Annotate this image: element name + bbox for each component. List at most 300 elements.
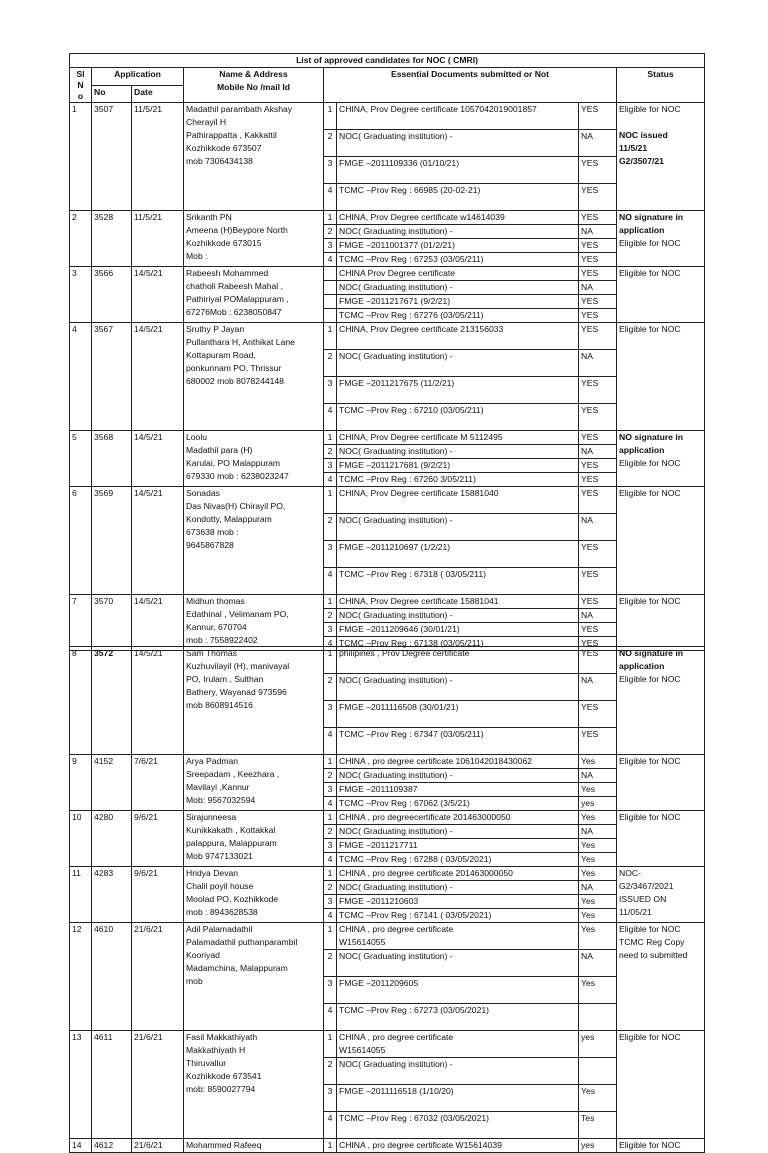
- document-description: FMGE –2011217711: [337, 839, 579, 853]
- document-description: TCMC –Prov Reg : 67210 (03/05/211): [337, 404, 579, 431]
- status: [617, 595, 705, 651]
- status: [617, 1031, 705, 1139]
- name-address-line: Sreepadam , Keezhara ,: [186, 769, 280, 779]
- name-address: [184, 267, 324, 323]
- name-address-line: Moolad PO, Kozhikkode: [186, 894, 279, 904]
- serial-number: 7: [70, 595, 92, 651]
- document-submitted: NA: [579, 674, 617, 701]
- application-date: 21/6/21: [132, 923, 184, 1031]
- status: [617, 267, 705, 323]
- name-address-line: Madathil para (H): [186, 445, 253, 455]
- status-line: NOC issued: [619, 130, 668, 140]
- document-number: 2: [324, 609, 337, 623]
- name-address-line: PO, Irulam , Sulthan: [186, 674, 264, 684]
- header-application-no: No: [92, 85, 132, 103]
- application-number: 4283: [92, 867, 132, 923]
- status-line: Eligible for NOC: [619, 238, 681, 248]
- name-address: [184, 755, 324, 811]
- document-submitted: YES: [579, 309, 617, 323]
- document-submitted: NA: [579, 445, 617, 459]
- document-number: 2: [324, 130, 337, 157]
- name-address-line: 679330 mob : 6238023247: [186, 471, 289, 481]
- name-address-line: Pullanthara H, Anthikat Lane: [186, 337, 295, 347]
- document-description: FMGE –2011217671 (9/2/21): [337, 295, 579, 309]
- document-description: FMGE –2011109387: [337, 783, 579, 797]
- document-number: 3: [324, 1085, 337, 1112]
- table-row: [70, 595, 705, 609]
- document-description: TCMC –Prov Reg : 67276 (03/05/211): [337, 309, 579, 323]
- document-submitted: yes: [579, 797, 617, 811]
- document-submitted: YES: [579, 473, 617, 487]
- status-line: NO signature in: [619, 432, 683, 442]
- status-line: 11/05/21: [619, 907, 652, 917]
- name-address-line: Kuzhuvilayil (H), manivayal: [186, 661, 290, 671]
- status-line: Eligible for NOC: [619, 488, 681, 498]
- name-address-line: Edathinal , Velimanam PO,: [186, 609, 289, 619]
- application-date: 11/5/21: [132, 103, 184, 211]
- table-row: [70, 487, 705, 514]
- document-submitted: NA: [579, 225, 617, 239]
- application-number: 3566: [92, 267, 132, 323]
- document-number: 1: [324, 595, 337, 609]
- document-submitted: NA: [579, 130, 617, 157]
- status-line: Eligible for NOC: [619, 1140, 681, 1150]
- serial-number: 14: [70, 1139, 92, 1153]
- serial-number: 5: [70, 431, 92, 487]
- document-number: 4: [324, 253, 337, 267]
- document-description: FMGE –2011116508 (30/01/21): [337, 701, 579, 728]
- document-description: NOC( Graduating institution) -: [337, 130, 579, 157]
- serial-number: 9: [70, 755, 92, 811]
- name-address-line: Thiruvallur: [186, 1058, 227, 1068]
- document-submitted: Yes: [579, 1085, 617, 1112]
- name-address-line: Mob 9747133021: [186, 851, 253, 861]
- document-description: FMGE –2011217675 (11/2/21): [337, 377, 579, 404]
- document-submitted: YES: [579, 459, 617, 473]
- application-date: 21/6/21: [132, 1031, 184, 1139]
- status-line: application: [619, 225, 665, 235]
- name-address: [184, 647, 324, 755]
- name-address-line: chatholi Rabeesh Mahal ,: [186, 281, 283, 291]
- document-number: 4: [324, 853, 337, 867]
- name-address-line: Kondotty, Malappuram: [186, 514, 272, 524]
- document-description-line: W15614055: [339, 1045, 386, 1055]
- name-address: [184, 811, 324, 867]
- status-line: Eligible for NOC: [619, 756, 681, 766]
- document-description: TCMC –Prov Reg : 67288 ( 03/05/2021): [337, 853, 579, 867]
- status: [617, 103, 705, 211]
- status-line: NO signature in: [619, 648, 683, 658]
- document-description: FMGE –2011001377 (01/2/21): [337, 239, 579, 253]
- document-description: NOC( Graduating institution) -: [337, 281, 579, 295]
- document-description: FMGE –2011209646 (30/01/21): [337, 623, 579, 637]
- status-line: 11/5/21: [619, 143, 648, 153]
- document-submitted: Yes: [579, 755, 617, 769]
- name-address-line: Srikanth PN: [186, 212, 232, 222]
- status: [617, 811, 705, 867]
- application-number: 4152: [92, 755, 132, 811]
- document-number: 2: [324, 1058, 337, 1085]
- name-address-line: 67276Mob : 6238050847: [186, 307, 282, 317]
- name-address: [184, 923, 324, 1031]
- name-address: [184, 431, 324, 487]
- document-description: NOC( Graduating institution) -: [337, 769, 579, 783]
- document-number: [324, 295, 337, 309]
- document-number: 1: [324, 647, 337, 674]
- document-submitted: YES: [579, 701, 617, 728]
- document-title: List of approved candidates for NOC ( CMRI): [70, 54, 705, 68]
- status-line: Eligible for NOC: [619, 812, 681, 822]
- document-number: 2: [324, 350, 337, 377]
- status-line: G2/3507/21: [619, 156, 664, 166]
- application-date: 14/5/21: [132, 647, 184, 755]
- document-submitted: YES: [579, 239, 617, 253]
- name-address-line: 9645867828: [186, 540, 234, 550]
- document-submitted: NA: [579, 950, 617, 977]
- application-number: 3569: [92, 487, 132, 595]
- document-number: 3: [324, 377, 337, 404]
- document-description: TCMC –Prov Reg : 67260 3/05/211): [337, 473, 579, 487]
- application-number: 4610: [92, 923, 132, 1031]
- application-number: 3528: [92, 211, 132, 267]
- application-date: 14/5/21: [132, 267, 184, 323]
- document-submitted: yes: [579, 1031, 617, 1058]
- serial-number: 1: [70, 103, 92, 211]
- document-number: 3: [324, 541, 337, 568]
- document-submitted: NA: [579, 825, 617, 839]
- document-number: 1: [324, 811, 337, 825]
- document-number: 2: [324, 950, 337, 977]
- status-line: Eligible for NOC: [619, 924, 681, 934]
- name-address-line: mob: 8590027794: [186, 1084, 256, 1094]
- application-date: 7/6/21: [132, 755, 184, 811]
- document-number: 3: [324, 701, 337, 728]
- document-number: 4: [324, 728, 337, 755]
- application-number: 3570: [92, 595, 132, 651]
- application-number: 3507: [92, 103, 132, 211]
- document-number: [324, 267, 337, 281]
- status-line: application: [619, 661, 665, 671]
- name-address-line: Sam Thomas: [186, 648, 237, 658]
- document-number: 4: [324, 1112, 337, 1139]
- status: [617, 755, 705, 811]
- document-description: CHINA , pro degreecertificate 201463000050: [337, 811, 579, 825]
- name-address-line: mob : 8943628538: [186, 907, 258, 917]
- serial-number: 6: [70, 487, 92, 595]
- status-line: Eligible for NOC: [619, 104, 681, 114]
- application-date: 14/5/21: [132, 595, 184, 651]
- name-address-line: ponkunnam PO, Thrissur: [186, 363, 282, 373]
- document-number: 1: [324, 487, 337, 514]
- document-number: 2: [324, 674, 337, 701]
- document-description: CHINA , pro degree certificate 1061042018430062: [337, 755, 579, 769]
- candidates-table-part-2: [69, 646, 705, 1153]
- document-number: 1: [324, 1031, 337, 1058]
- name-address-line: Sonadas: [186, 488, 220, 498]
- document-number: [324, 309, 337, 323]
- document-number: 4: [324, 473, 337, 487]
- document-number: 3: [324, 157, 337, 184]
- table-row: [70, 431, 705, 445]
- status-line: TCMC Reg Copy: [619, 937, 685, 947]
- document-number: 1: [324, 323, 337, 350]
- table-row: [70, 755, 705, 769]
- name-address-line: Mohammed Rafeeq: [186, 1140, 262, 1150]
- name-address-line: Sirajunneesa: [186, 812, 237, 822]
- document-description: [337, 923, 579, 950]
- document-submitted: Yes: [579, 839, 617, 853]
- application-date: 21/6/21: [132, 1139, 184, 1153]
- document-number: 2: [324, 769, 337, 783]
- document-description: TCMC –Prov Reg : 67347 (03/05/211): [337, 728, 579, 755]
- document-submitted: YES: [579, 487, 617, 514]
- document-submitted: NA: [579, 281, 617, 295]
- document-number: 4: [324, 637, 337, 651]
- application-number: 4611: [92, 1031, 132, 1139]
- name-address-line: Sruthy P Jayan: [186, 324, 245, 334]
- header-status: Status: [617, 68, 705, 103]
- document-number: 2: [324, 225, 337, 239]
- document-description-line: CHINA , pro degree certificate: [339, 1032, 454, 1042]
- document-number: 4: [324, 568, 337, 595]
- document-description: NOC( Graduating institution) -: [337, 225, 579, 239]
- document-number: 2: [324, 825, 337, 839]
- table-row: [70, 647, 705, 674]
- table-row: [70, 867, 705, 881]
- document-submitted: yes: [579, 1139, 617, 1153]
- document-number: 3: [324, 895, 337, 909]
- document-description: FMGE –2011109336 (01/10/21): [337, 157, 579, 184]
- document-number: 1: [324, 867, 337, 881]
- document-description: CHINA, Prov Degree certificate 1057042019001857: [337, 103, 579, 130]
- application-date: 14/5/21: [132, 431, 184, 487]
- application-date: 14/5/21: [132, 487, 184, 595]
- serial-number: 13: [70, 1031, 92, 1139]
- document-description: TCMC –Prov Reg : 67318 ( 03/05/211): [337, 568, 579, 595]
- name-address-line: Mob :: [186, 251, 208, 261]
- document-description: TCMC –Prov Reg : 67032 (03/05/2021): [337, 1112, 579, 1139]
- application-date: 14/5/21: [132, 323, 184, 431]
- application-number: 4280: [92, 811, 132, 867]
- status: [617, 487, 705, 595]
- header-application: Application: [92, 68, 184, 86]
- name-address-line: Madamchina, Malappuram: [186, 963, 288, 973]
- document-number: 2: [324, 514, 337, 541]
- name-address-line: Palamadathil puthanparambil: [186, 937, 298, 947]
- document-description: FMGE –2011116518 (1/10/20): [337, 1085, 579, 1112]
- status-line: [619, 116, 702, 129]
- name-address-line: Madathil parambath Akshay: [186, 104, 293, 114]
- document-submitted: YES: [579, 595, 617, 609]
- status-line: Eligible for NOC: [619, 324, 681, 334]
- document-number: 4: [324, 184, 337, 211]
- name-address-line: Kooriyad: [186, 950, 220, 960]
- name-address-line: Loolu: [186, 432, 208, 442]
- document-description: philipines , Prov Degree certificate: [337, 647, 579, 674]
- document-submitted: Tes: [579, 1112, 617, 1139]
- document-number: 3: [324, 459, 337, 473]
- name-address-line: Fasil Makkathiyath: [186, 1032, 258, 1042]
- name-address-line: Das Nivas(H) Chirayil PO,: [186, 501, 286, 511]
- document-submitted: YES: [579, 253, 617, 267]
- name-address: [184, 595, 324, 651]
- status-line: Eligible for NOC: [619, 458, 681, 468]
- name-address-line: Chalil poyil house: [186, 881, 254, 891]
- document-description: TCMC –Prov Reg : 67141 ( 03/05/2021): [337, 909, 579, 923]
- document-submitted: YES: [579, 647, 617, 674]
- status: [617, 1139, 705, 1153]
- document-number: 1: [324, 211, 337, 225]
- name-address-line: palappura, Malappuram: [186, 838, 277, 848]
- document-submitted: YES: [579, 728, 617, 755]
- status-line: Eligible for NOC: [619, 1032, 681, 1042]
- status: [617, 647, 705, 755]
- status-line: G2/3467/2021: [619, 881, 674, 891]
- document-description: TCMC –Prov Reg : 66985 (20-02-21): [337, 184, 579, 211]
- application-date: 11/5/21: [132, 211, 184, 267]
- name-address: [184, 1031, 324, 1139]
- serial-number: 12: [70, 923, 92, 1031]
- document-submitted: YES: [579, 637, 617, 651]
- document-submitted: Yes: [579, 783, 617, 797]
- document-description: NOC( Graduating institution) -: [337, 825, 579, 839]
- document-submitted: YES: [579, 103, 617, 130]
- name-address: [184, 211, 324, 267]
- document-number: 4: [324, 909, 337, 923]
- header-documents: Essential Documents submitted or Not: [324, 68, 617, 103]
- document-submitted: YES: [579, 157, 617, 184]
- name-address-line: Midhun thomas: [186, 596, 245, 606]
- document-description: FMGE –2011209605: [337, 977, 579, 1004]
- document-submitted: YES: [579, 323, 617, 350]
- document-description: CHINA Prov Degree certificate: [337, 267, 579, 281]
- document-description: TCMC –Prov Reg : 67062 (3/5/21): [337, 797, 579, 811]
- name-address-line: Makkathiyath H: [186, 1045, 246, 1055]
- name-address-line: Bathery, Wayanad 973596: [186, 687, 287, 697]
- table-row: [70, 267, 705, 281]
- serial-number: 4: [70, 323, 92, 431]
- document-submitted: YES: [579, 623, 617, 637]
- document-submitted: Yes: [579, 909, 617, 923]
- document-submitted: Yes: [579, 923, 617, 950]
- document-description: CHINA , pro degree certificate 201463000050: [337, 867, 579, 881]
- document-number: [324, 281, 337, 295]
- document-number: 3: [324, 977, 337, 1004]
- candidates-table-part-1: [69, 53, 705, 651]
- document-submitted: NA: [579, 350, 617, 377]
- status-line: need to submitted: [619, 950, 688, 960]
- name-address-line: Pathirappatta , Kakkattil: [186, 130, 277, 140]
- status-line: Eligible for NOC: [619, 674, 681, 684]
- document-number: 4: [324, 404, 337, 431]
- name-address-line: Mavilayi ,Kannur: [186, 782, 250, 792]
- document-number: 2: [324, 445, 337, 459]
- document-description: TCMC –Prov Reg : 67273 (03/05/2021): [337, 1004, 579, 1031]
- name-address: [184, 1139, 324, 1153]
- name-address-line: Ameena (H)Beypore North: [186, 225, 288, 235]
- header-application-date: Date: [132, 85, 184, 103]
- document-number: 1: [324, 1139, 337, 1153]
- document-number: 1: [324, 923, 337, 950]
- table-row: [70, 103, 705, 130]
- application-date: 9/6/21: [132, 811, 184, 867]
- serial-number: 11: [70, 867, 92, 923]
- document-description: NOC( Graduating institution) -: [337, 445, 579, 459]
- document-description: NOC( Graduating institution) -: [337, 950, 579, 977]
- document-number: 4: [324, 1004, 337, 1031]
- status-line: Eligible for NOC: [619, 596, 681, 606]
- document-description: NOC( Graduating institution) -: [337, 609, 579, 623]
- document-submitted: [579, 1058, 617, 1085]
- document-submitted: NA: [579, 881, 617, 895]
- status: [617, 323, 705, 431]
- status: [617, 211, 705, 267]
- serial-number: 8: [70, 647, 92, 755]
- document-description: [337, 1031, 579, 1058]
- document-submitted: Yes: [579, 853, 617, 867]
- document-submitted: [579, 1004, 617, 1031]
- document-number: 3: [324, 239, 337, 253]
- application-number: 3567: [92, 323, 132, 431]
- document-submitted: YES: [579, 295, 617, 309]
- document-number: 4: [324, 797, 337, 811]
- document-number: 1: [324, 103, 337, 130]
- document-submitted: NA: [579, 609, 617, 623]
- document-description: CHINA , pro degree certificate W15614039: [337, 1139, 579, 1153]
- document-description: NOC( Graduating institution) -: [337, 350, 579, 377]
- name-address-line: mob 7306434138: [186, 156, 253, 166]
- document-submitted: Yes: [579, 977, 617, 1004]
- name-address-line: Karulai, PO Malappuram: [186, 458, 281, 468]
- name-address-line: mob : 7558922402: [186, 635, 258, 645]
- status: [617, 431, 705, 487]
- application-number: 4612: [92, 1139, 132, 1153]
- document-description-line: W15614055: [339, 937, 386, 947]
- name-address: [184, 867, 324, 923]
- document-number: 3: [324, 623, 337, 637]
- name-address-line: 673638 mob :: [186, 527, 239, 537]
- document-submitted: YES: [579, 541, 617, 568]
- document-number: 3: [324, 839, 337, 853]
- document-submitted: YES: [579, 404, 617, 431]
- document-submitted: Yes: [579, 895, 617, 909]
- document-description: TCMC –Prov Reg : 67253 (03/05/211): [337, 253, 579, 267]
- status-line: NO signature in: [619, 212, 683, 222]
- name-address-line: Hridya Devan: [186, 868, 239, 878]
- document-number: 3: [324, 783, 337, 797]
- name-address: [184, 103, 324, 211]
- document-description: FMGE –2011210697 (1/2/21): [337, 541, 579, 568]
- application-number: 3568: [92, 431, 132, 487]
- document-description: CHINA, Prov Degree certificate 15881041: [337, 595, 579, 609]
- name-address-line: Kozhikkode 673507: [186, 143, 262, 153]
- serial-number: 2: [70, 211, 92, 267]
- name-address-line: 680002 mob 8078244148: [186, 376, 284, 386]
- serial-number: 10: [70, 811, 92, 867]
- document-description: CHINA, Prov Degree certificate w14614039: [337, 211, 579, 225]
- name-address-line: Kunikkakath , Kottakkal: [186, 825, 276, 835]
- status-line: ISSUED ON: [619, 894, 667, 904]
- document-description: CHINA, Prov Degree certificate 15881040: [337, 487, 579, 514]
- document-description: NOC( Graduating institution) -: [337, 674, 579, 701]
- name-address-line: Arya Padman: [186, 756, 239, 766]
- document-submitted: Yes: [579, 811, 617, 825]
- document-description: CHINA, Prov Degree certificate 213156033: [337, 323, 579, 350]
- document-submitted: YES: [579, 431, 617, 445]
- document-submitted: NA: [579, 514, 617, 541]
- document-submitted: NA: [579, 769, 617, 783]
- document-submitted: YES: [579, 267, 617, 281]
